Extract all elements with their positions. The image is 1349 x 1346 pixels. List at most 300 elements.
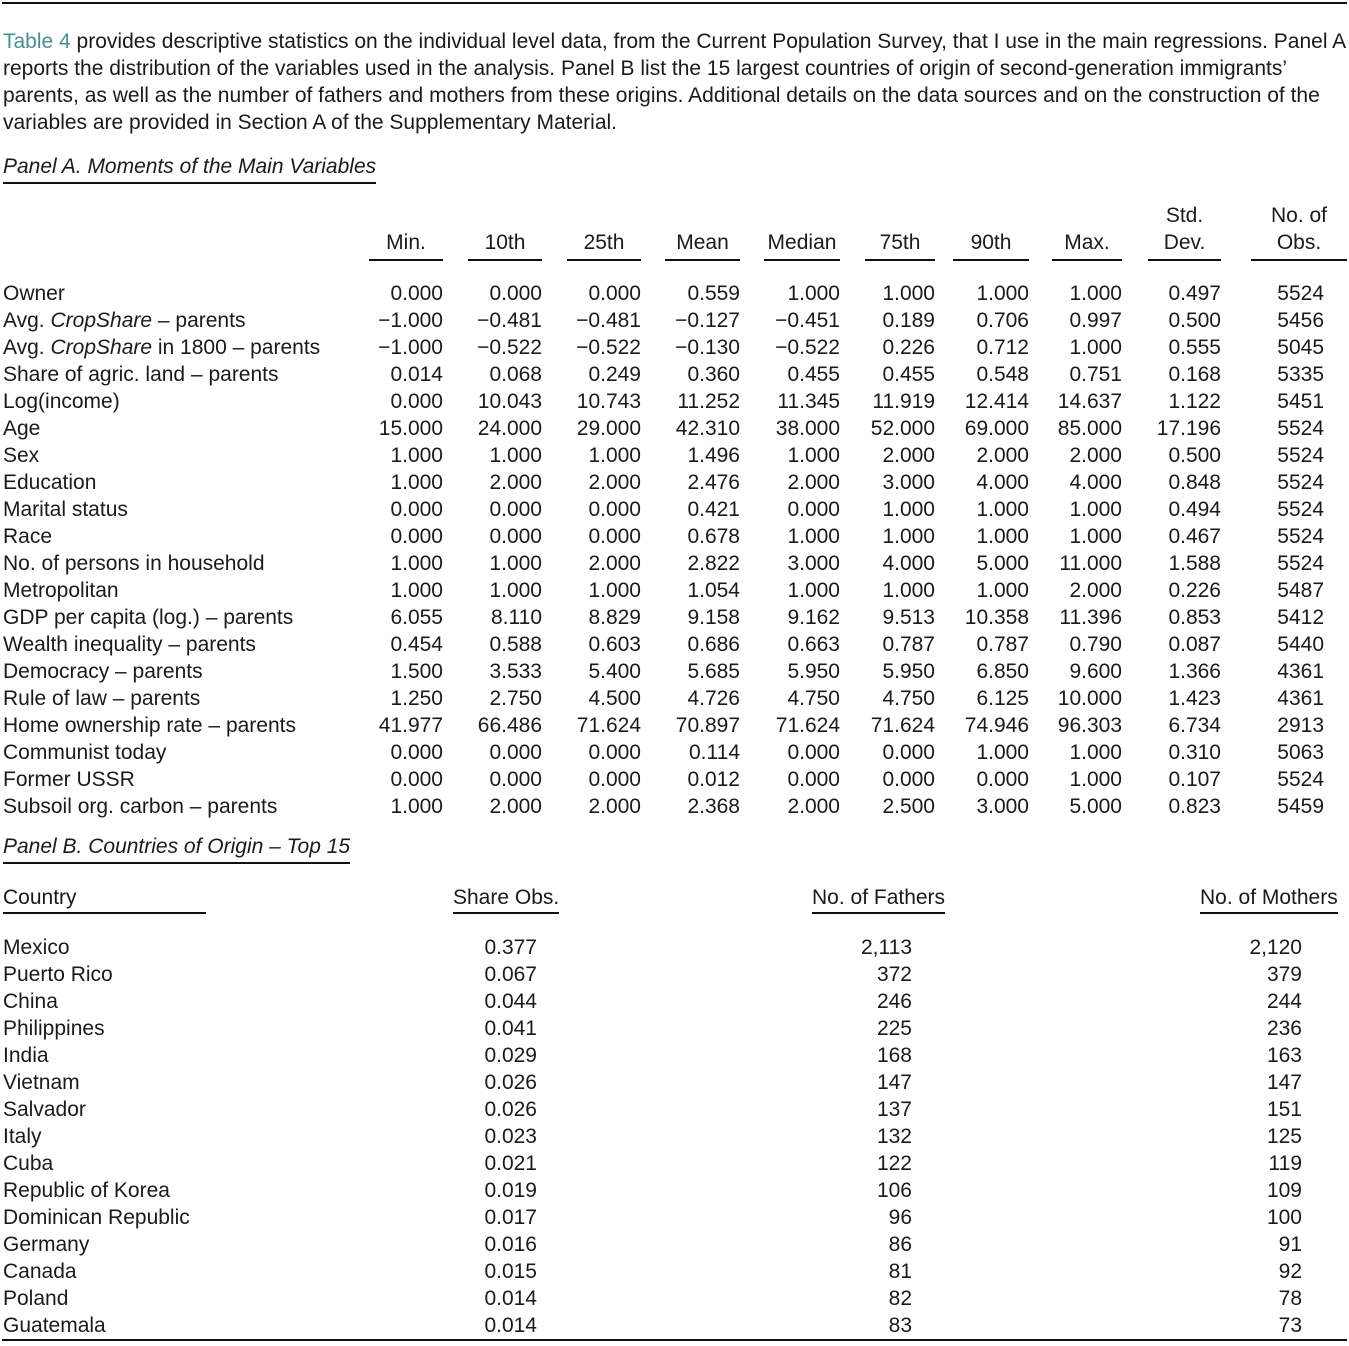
row-label-text: Education (3, 471, 97, 494)
cell-median: 5.950 (787, 660, 840, 683)
cell-share-obs: 0.029 (484, 1044, 537, 1067)
table-row (0, 415, 1349, 442)
cell-std-dev: 1.423 (1168, 687, 1221, 710)
col-header-min: Min. (386, 231, 426, 254)
cell-country: Republic of Korea (3, 1179, 170, 1202)
table-row (0, 658, 1349, 685)
table-row (0, 988, 1349, 1015)
table-row (0, 1231, 1349, 1258)
cell-75th: 4.750 (882, 687, 935, 710)
table-row (0, 334, 1349, 361)
table-row (0, 1285, 1349, 1312)
cell-75th: 1.000 (882, 579, 935, 602)
cell-mean: 0.360 (687, 363, 740, 386)
cell-mean: −0.130 (675, 336, 740, 359)
cell-75th: 9.513 (882, 606, 935, 629)
cell-min: 6.055 (390, 606, 443, 629)
cell-no-of-obs: 5045 (1277, 336, 1324, 359)
cell-share-obs: 0.019 (484, 1179, 537, 1202)
cell-max: 85.000 (1057, 417, 1122, 440)
cell-share-obs: 0.016 (484, 1233, 537, 1256)
cell-no-of-obs: 5063 (1277, 741, 1324, 764)
row-label (3, 361, 279, 388)
cell-mean: 5.685 (687, 660, 740, 683)
row-label-text: Democracy – parents (3, 660, 203, 683)
cell-no-of-obs: 5440 (1277, 633, 1324, 656)
cell-75th: 0.226 (882, 336, 935, 359)
cell-country: Italy (3, 1125, 42, 1148)
cell-mean: 70.897 (675, 714, 740, 737)
cell-10th: 0.588 (489, 633, 542, 656)
table-row (0, 1042, 1349, 1069)
col-header-std-dev: Dev. (1163, 231, 1206, 254)
cell-no-of-obs: 5524 (1277, 768, 1324, 791)
table-row (0, 469, 1349, 496)
cell-share-obs: 0.014 (484, 1314, 537, 1337)
cell-10th: 2.750 (489, 687, 542, 710)
cell-25th: 10.743 (576, 390, 641, 413)
row-label (3, 307, 245, 334)
header-share-obs: Share Obs. (453, 884, 559, 914)
cell-std-dev: 0.500 (1168, 444, 1221, 467)
cell-75th: 1.000 (882, 525, 935, 548)
col-header-rule (567, 259, 641, 261)
table-row (0, 388, 1349, 415)
cell-no-of-obs: 5459 (1277, 795, 1324, 818)
row-label-text: Wealth inequality – parents (3, 633, 256, 656)
cell-no-of-obs: 5487 (1277, 579, 1324, 602)
row-label (3, 469, 96, 496)
cell-no-of-mothers: 147 (1266, 1071, 1302, 1094)
table-row (0, 496, 1349, 523)
cell-max: 11.396 (1059, 606, 1122, 629)
row-label-text: Former USSR (3, 768, 135, 791)
cell-mean: 0.559 (687, 282, 740, 305)
col-header-rule (1251, 259, 1347, 261)
cell-90th: 3.000 (976, 795, 1029, 818)
cell-90th: 6.850 (976, 660, 1029, 683)
cell-median: 1.000 (787, 525, 840, 548)
cell-90th: 0.548 (976, 363, 1029, 386)
intro-paragraph (3, 28, 1349, 136)
cell-10th: 2.000 (489, 471, 542, 494)
table-row (0, 523, 1349, 550)
cell-median: 11.345 (777, 390, 840, 413)
cell-75th: 1.000 (882, 282, 935, 305)
cell-25th: 29.000 (576, 417, 641, 440)
cell-10th: 0.000 (489, 525, 542, 548)
cell-max: 1.000 (1069, 741, 1122, 764)
cell-std-dev: 1.588 (1168, 552, 1221, 575)
cell-country: Germany (3, 1233, 90, 1256)
cell-no-of-mothers: 92 (1278, 1260, 1302, 1283)
cell-no-of-fathers: 82 (888, 1287, 912, 1310)
cell-10th: −0.481 (477, 309, 542, 332)
cell-min: 1.000 (390, 795, 443, 818)
cell-mean: 1.496 (687, 444, 740, 467)
cell-no-of-mothers: 151 (1266, 1098, 1302, 1121)
cell-median: 4.750 (787, 687, 840, 710)
row-label (3, 280, 65, 307)
row-label (3, 685, 200, 712)
col-header-25th: 25th (583, 231, 625, 254)
cell-no-of-fathers: 147 (876, 1071, 912, 1094)
cell-75th: 2.500 (882, 795, 935, 818)
cell-25th: 0.000 (588, 498, 641, 521)
cell-75th: 0.189 (882, 309, 935, 332)
cell-25th: 0.249 (588, 363, 641, 386)
cell-no-of-obs: 5451 (1277, 390, 1324, 413)
header-no-of-mothers: No. of Mothers (1200, 884, 1338, 914)
cell-no-of-mothers: 2,120 (1249, 936, 1302, 959)
cell-no-of-fathers: 2,113 (861, 936, 912, 959)
cell-country: China (3, 990, 58, 1013)
cell-no-of-mothers: 125 (1266, 1125, 1302, 1148)
row-label-suffix: in 1800 – parents (152, 336, 321, 359)
cell-25th: 0.000 (588, 741, 641, 764)
row-label (3, 577, 119, 604)
col-header-median: Median (767, 231, 837, 254)
cell-no-of-fathers: 122 (876, 1152, 912, 1175)
cell-75th: 71.624 (870, 714, 935, 737)
cell-25th: 2.000 (588, 795, 641, 818)
cell-no-of-fathers: 225 (876, 1017, 912, 1040)
cell-no-of-mothers: 100 (1266, 1206, 1302, 1229)
cell-90th: 0.712 (976, 336, 1029, 359)
row-label (3, 550, 265, 577)
cell-min: 1.000 (390, 552, 443, 575)
col-header-rule (865, 259, 935, 261)
cell-country: Poland (3, 1287, 69, 1310)
cell-90th: 0.706 (976, 309, 1029, 332)
cell-min: 0.014 (390, 363, 443, 386)
table-row (0, 631, 1349, 658)
cell-std-dev: 0.467 (1168, 525, 1221, 548)
cell-no-of-fathers: 81 (888, 1260, 912, 1283)
cell-std-dev: 0.555 (1168, 336, 1221, 359)
row-label-text: Avg. (3, 336, 51, 359)
row-label-text: No. of persons in household (3, 552, 265, 575)
cell-90th: 0.787 (976, 633, 1029, 656)
cell-max: 0.997 (1069, 309, 1122, 332)
cell-90th: 0.000 (976, 768, 1029, 791)
cell-std-dev: 0.823 (1168, 795, 1221, 818)
cell-min: 0.000 (390, 741, 443, 764)
cell-no-of-fathers: 83 (888, 1314, 912, 1337)
row-label (3, 793, 277, 820)
cell-country: Philippines (3, 1017, 105, 1040)
col-header-rule (369, 259, 443, 261)
cell-no-of-obs: 2913 (1277, 714, 1324, 737)
table-row (0, 604, 1349, 631)
cell-25th: 1.000 (588, 579, 641, 602)
table-row (0, 307, 1349, 334)
table-row (0, 442, 1349, 469)
cell-no-of-fathers: 106 (876, 1179, 912, 1202)
row-label (3, 604, 293, 631)
table-row (0, 1096, 1349, 1123)
table-row (0, 1204, 1349, 1231)
cell-mean: 42.310 (675, 417, 740, 440)
row-label (3, 334, 320, 361)
cell-min: −1.000 (378, 336, 443, 359)
cell-90th: 1.000 (976, 525, 1029, 548)
row-label-text: Age (3, 417, 41, 440)
cell-25th: 0.000 (588, 768, 641, 791)
col-header-no-of-obs-line1: No. of (1270, 204, 1328, 227)
row-label-text: Share of agric. land – parents (3, 363, 279, 386)
row-label (3, 442, 39, 469)
cell-mean: −0.127 (675, 309, 740, 332)
cell-std-dev: 0.497 (1168, 282, 1221, 305)
cell-no-of-obs: 5456 (1277, 309, 1324, 332)
row-label-text: Marital status (3, 498, 128, 521)
cell-min: 0.000 (390, 498, 443, 521)
cell-country: Vietnam (3, 1071, 80, 1094)
cell-no-of-fathers: 96 (888, 1206, 912, 1229)
table-row (0, 685, 1349, 712)
cell-max: 11.000 (1059, 552, 1122, 575)
cell-90th: 69.000 (964, 417, 1029, 440)
cell-25th: 5.400 (588, 660, 641, 683)
col-header-rule (953, 259, 1029, 261)
cell-min: 0.000 (390, 768, 443, 791)
col-header-max: Max. (1064, 231, 1110, 254)
cell-90th: 2.000 (976, 444, 1029, 467)
cell-no-of-obs: 4361 (1277, 687, 1324, 710)
cell-min: 0.000 (390, 282, 443, 305)
cell-std-dev: 0.107 (1168, 768, 1221, 791)
cell-no-of-fathers: 168 (876, 1044, 912, 1067)
cell-std-dev: 0.087 (1168, 633, 1221, 656)
table-row (0, 1015, 1349, 1042)
cell-max: 1.000 (1069, 768, 1122, 791)
cell-min: 15.000 (378, 417, 443, 440)
table-row (0, 739, 1349, 766)
cell-min: 1.000 (390, 471, 443, 494)
cell-no-of-obs: 5524 (1277, 498, 1324, 521)
cell-median: 0.455 (787, 363, 840, 386)
table-row (0, 793, 1349, 820)
row-label-text: Home ownership rate – parents (3, 714, 296, 737)
cell-mean: 0.678 (687, 525, 740, 548)
cell-75th: 0.000 (882, 741, 935, 764)
cell-no-of-obs: 5335 (1277, 363, 1324, 386)
table-link[interactable]: Table 4 (3, 30, 71, 53)
cell-median: 1.000 (787, 579, 840, 602)
cell-max: 5.000 (1069, 795, 1122, 818)
col-header-rule (665, 259, 740, 261)
row-label-emphasis: CropShare (50, 309, 153, 332)
cell-75th: 4.000 (882, 552, 935, 575)
cell-10th: 0.000 (489, 768, 542, 791)
cell-std-dev: 0.168 (1168, 363, 1221, 386)
cell-10th: 0.068 (489, 363, 542, 386)
cell-share-obs: 0.015 (484, 1260, 537, 1283)
cell-mean: 0.012 (687, 768, 740, 791)
cell-mean: 9.158 (687, 606, 740, 629)
cell-std-dev: 0.500 (1168, 309, 1221, 332)
cell-no-of-mothers: 109 (1266, 1179, 1302, 1202)
cell-min: 1.000 (390, 444, 443, 467)
cell-median: 0.000 (787, 741, 840, 764)
cell-share-obs: 0.014 (484, 1287, 537, 1310)
cell-25th: −0.481 (576, 309, 641, 332)
cell-90th: 4.000 (976, 471, 1029, 494)
cell-10th: 0.000 (489, 498, 542, 521)
col-header-rule (764, 259, 840, 261)
cell-max: 10.000 (1057, 687, 1122, 710)
row-label (3, 631, 256, 658)
cell-10th: 1.000 (489, 579, 542, 602)
cell-max: 0.790 (1069, 633, 1122, 656)
table-row (0, 577, 1349, 604)
cell-std-dev: 17.196 (1156, 417, 1221, 440)
cell-mean: 4.726 (687, 687, 740, 710)
cell-no-of-obs: 5524 (1277, 417, 1324, 440)
cell-std-dev: 0.848 (1168, 471, 1221, 494)
cell-no-of-mothers: 379 (1266, 963, 1302, 986)
cell-max: 0.751 (1069, 363, 1122, 386)
cell-10th: 66.486 (477, 714, 542, 737)
cell-std-dev: 1.122 (1168, 390, 1221, 413)
cell-mean: 2.368 (687, 795, 740, 818)
cell-median: −0.451 (775, 309, 840, 332)
cell-std-dev: 0.226 (1168, 579, 1221, 602)
row-label-text: Log(income) (3, 390, 120, 413)
cell-share-obs: 0.041 (484, 1017, 537, 1040)
cell-std-dev: 6.734 (1168, 714, 1221, 737)
cell-no-of-mothers: 91 (1278, 1233, 1302, 1256)
cell-max: 1.000 (1069, 282, 1122, 305)
cell-median: 0.663 (787, 633, 840, 656)
cell-25th: 0.000 (588, 525, 641, 548)
cell-share-obs: 0.023 (484, 1125, 537, 1148)
table-row (0, 361, 1349, 388)
cell-no-of-mothers: 78 (1278, 1287, 1302, 1310)
cell-share-obs: 0.067 (484, 963, 537, 986)
cell-country: Mexico (3, 936, 70, 959)
row-label (3, 766, 135, 793)
row-label-text: Subsoil org. carbon – parents (3, 795, 278, 818)
cell-75th: 0.455 (882, 363, 935, 386)
cell-75th: 3.000 (882, 471, 935, 494)
table-row (0, 1069, 1349, 1096)
row-label-suffix: – parents (152, 309, 246, 332)
bottom-rule (2, 1339, 1347, 1341)
cell-max: 14.637 (1057, 390, 1122, 413)
cell-no-of-fathers: 137 (876, 1098, 912, 1121)
cell-10th: 2.000 (489, 795, 542, 818)
table-row (0, 766, 1349, 793)
cell-median: 0.000 (787, 768, 840, 791)
cell-no-of-obs: 5412 (1277, 606, 1324, 629)
cell-25th: 2.000 (588, 552, 641, 575)
col-header-rule (468, 259, 542, 261)
cell-mean: 2.822 (687, 552, 740, 575)
cell-std-dev: 0.853 (1168, 606, 1221, 629)
cell-share-obs: 0.021 (484, 1152, 537, 1175)
cell-25th: −0.522 (576, 336, 641, 359)
row-label-text: Metropolitan (3, 579, 119, 602)
cell-75th: 11.919 (872, 390, 935, 413)
cell-90th: 5.000 (976, 552, 1029, 575)
cell-90th: 1.000 (976, 741, 1029, 764)
cell-mean: 1.054 (687, 579, 740, 602)
cell-90th: 74.946 (964, 714, 1029, 737)
cell-10th: 8.110 (491, 606, 542, 629)
row-label (3, 658, 203, 685)
cell-max: 96.303 (1057, 714, 1122, 737)
cell-std-dev: 0.494 (1168, 498, 1221, 521)
row-label (3, 496, 128, 523)
cell-75th: 0.787 (882, 633, 935, 656)
cell-mean: 11.252 (677, 390, 740, 413)
cell-25th: 1.000 (588, 444, 641, 467)
cell-no-of-fathers: 86 (888, 1233, 912, 1256)
cell-median: −0.522 (775, 336, 840, 359)
row-label-text: Rule of law – parents (3, 687, 201, 710)
row-label (3, 388, 120, 415)
cell-median: 2.000 (787, 795, 840, 818)
cell-country: Salvador (3, 1098, 86, 1121)
cell-mean: 2.476 (687, 471, 740, 494)
cell-share-obs: 0.377 (484, 936, 537, 959)
cell-median: 38.000 (775, 417, 840, 440)
col-header-rule (1052, 259, 1122, 261)
col-header-75th: 75th (879, 231, 921, 254)
cell-mean: 0.686 (687, 633, 740, 656)
cell-10th: −0.522 (477, 336, 542, 359)
cell-std-dev: 1.366 (1168, 660, 1221, 683)
row-label (3, 712, 296, 739)
cell-no-of-obs: 5524 (1277, 552, 1324, 575)
cell-median: 2.000 (787, 471, 840, 494)
cell-median: 1.000 (787, 444, 840, 467)
cell-25th: 0.603 (588, 633, 641, 656)
panel-a-title: Panel A. Moments of the Main Variables (3, 154, 376, 184)
cell-25th: 71.624 (576, 714, 641, 737)
row-label-emphasis: CropShare (50, 336, 153, 359)
cell-90th: 12.414 (964, 390, 1029, 413)
table-row (0, 1150, 1349, 1177)
panel-b-title: Panel B. Countries of Origin – Top 15 (3, 834, 350, 864)
row-label-text: GDP per capita (log.) – parents (3, 606, 294, 629)
table-row (0, 961, 1349, 988)
table-row (0, 280, 1349, 307)
cell-no-of-mothers: 73 (1278, 1314, 1302, 1337)
cell-min: 1.000 (390, 579, 443, 602)
cell-90th: 1.000 (976, 579, 1029, 602)
col-header-no-of-obs: Obs. (1276, 231, 1322, 254)
cell-country: India (3, 1044, 49, 1067)
cell-90th: 1.000 (976, 282, 1029, 305)
cell-country: Puerto Rico (3, 963, 113, 986)
cell-10th: 10.043 (477, 390, 542, 413)
table-row (0, 1258, 1349, 1285)
cell-mean: 0.421 (687, 498, 740, 521)
cell-median: 1.000 (787, 282, 840, 305)
cell-country: Canada (3, 1260, 77, 1283)
cell-75th: 0.000 (882, 768, 935, 791)
cell-10th: 0.000 (489, 741, 542, 764)
table-row (0, 1312, 1349, 1339)
cell-75th: 5.950 (882, 660, 935, 683)
cell-max: 2.000 (1069, 444, 1122, 467)
row-label-text: Race (3, 525, 53, 548)
col-header-90th: 90th (970, 231, 1012, 254)
cell-no-of-mothers: 244 (1266, 990, 1302, 1013)
